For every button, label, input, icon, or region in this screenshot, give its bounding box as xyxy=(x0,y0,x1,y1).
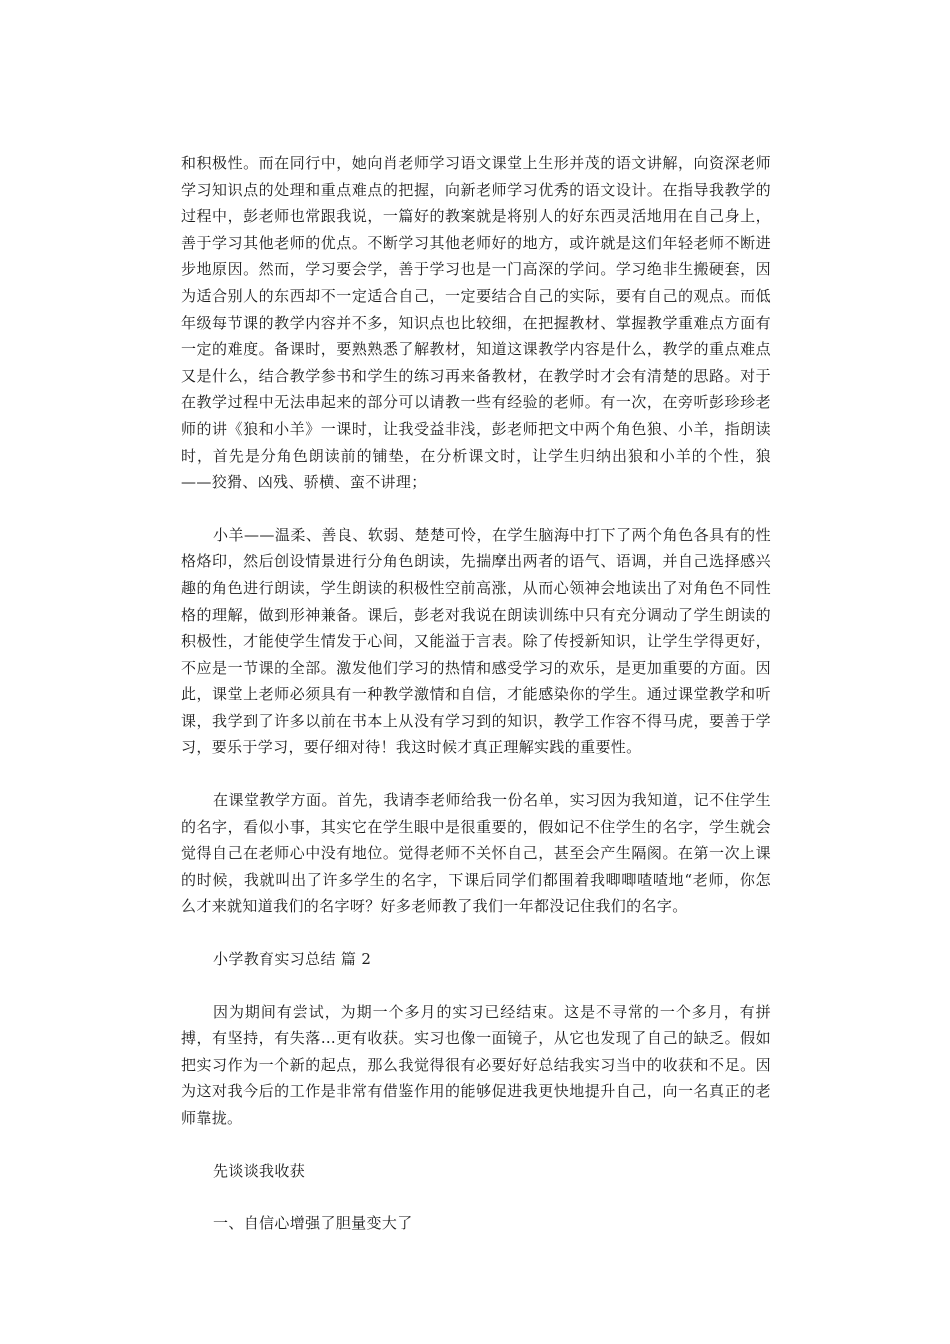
list-heading: 一、自信心增强了胆量变大了 xyxy=(213,1214,413,1233)
body-paragraph: 小羊——温柔、善良、软弱、楚楚可怜，在学生脑海中打下了两个角色各具有的性格烙印，然后创设情景进行分角色朗读，先揣摩出两者的语气、语调，并自己选择感兴趣的角色进行朗读，学生朗读的积极性空前高涨，从而心领神会地读出了对角色不同性格的理解，做到形神兼备。课后，彭老对我说在朗读训练中只有充分调动了学生朗读的积极性，才能使学生情发于心间，又能溢于言表。除了传授新知识，让学生学得更好，不应是一节课的全部。激发他们学习的热情和感受学习的欢乐，是更加重要的方面。因此，课堂上老师必须具有一种教学激情和自信，才能感染你的学生。通过课堂教学和听课，我学到了许多以前在书本上从没有学习到的知识，教学工作容不得马虎，要善于学习，要乐于学习，要仔细对待！我这时候才真正理解实践的重要性。 xyxy=(181,525,771,757)
body-paragraph: 在课堂教学方面。首先，我请李老师给我一份名单，实习因为我知道，记不住学生的名字，看似小事，其实它在学生眼中是很重要的，假如记不住学生的名字，学生就会觉得自己在老师心中没有地位。觉得老师不关怀自己，甚至会产生隔阂。在第一次上课的时候，我就叫出了许多学生的名字，下课后同学们都围着我唧唧喳喳地“老师，你怎么才来就知道我们的名字呀？好多老师教了我们一年都没记住我们的名字。 xyxy=(181,791,771,916)
document-page xyxy=(181,150,771,1263)
subsection-heading: 先谈谈我收获 xyxy=(213,1161,306,1180)
body-paragraph: 因为期间有尝试，为期一个多月的实习已经结束。这是不寻常的一个多月，有拼搏，有坚持，有失落…更有收获。实习也像一面镜子，从它也发现了自己的缺乏。假如把实习作为一个新的起点，那么我觉得很有必要好好总结我实习当中的收获和不足。因为这对我今后的工作是非常有借鉴作用的能够促进我更快地提升自己，向一名真正的老师靠拢。 xyxy=(181,1002,771,1127)
body-paragraph: 和积极性。而在同行中，她向肖老师学习语文课堂上生形并茂的语文讲解，向资深老师学习知识点的处理和重点难点的把握，向新老师学习优秀的语文设计。在指导我教学的过程中，彭老师也常跟我说，一篇好的教案就是将别人的好东西灵活地用在自己身上，善于学习其他老师的优点。不断学习其他老师好的地方，或许就是这们年轻老师不断进步地原因。然而，学习要会学，善于学习也是一门高深的学问。学习绝非生搬硬套，因为适合别人的东西却不一定适合自己，一定要结合自己的实际，要有自己的观点。而低年级每节课的教学内容并不多，知识点也比较细，在把握教材、掌握教学重难点方面有一定的难度。备课时，要熟熟悉了解教材，知道这课教学内容是什么，教学的重点难点又是什么，结合教学参书和学生的练习再来备教材，在教学时才会有清楚的思路。对于在教学过程中无法串起来的部分可以请教一些有经验的老师。有一次，在旁听彭珍珍老师的讲《狼和小羊》一课时，让我受益非浅，彭老师把文中两个角色狼、小羊，指朗读时，首先是分角色朗读前的铺垫，在分析课文时，让学生归纳出狼和小羊的个性，狼——狡猾、凶残、骄横、蛮不讲理； xyxy=(181,154,771,492)
section-heading: 小学教育实习总结 篇 2 xyxy=(213,950,372,969)
